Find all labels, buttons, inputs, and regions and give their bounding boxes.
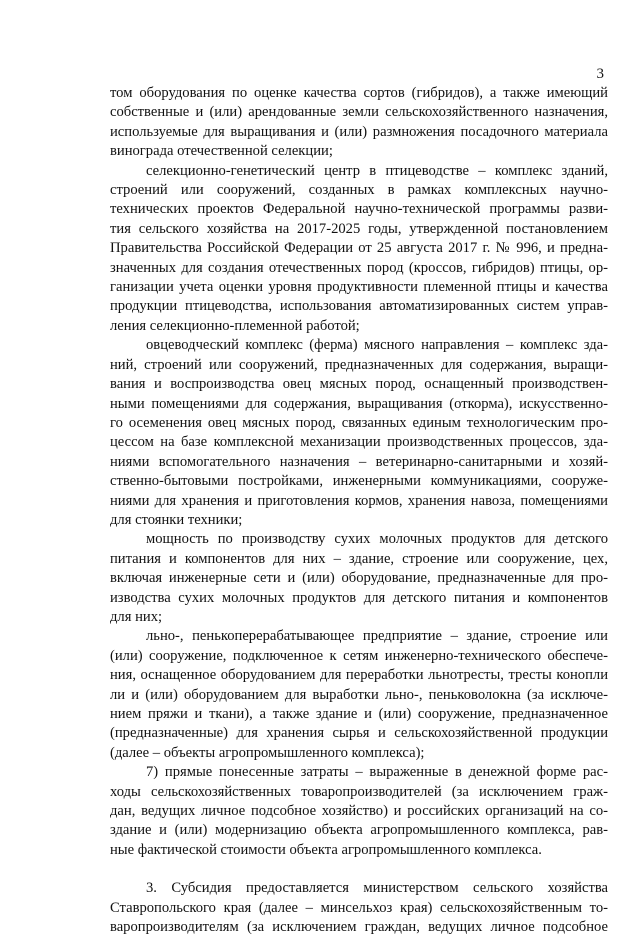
text-line: для стоянки техники; xyxy=(110,511,243,528)
text-line: используемые для выращивания и (или) размножения посадочного материала xyxy=(110,123,608,140)
text-line: значенных для создания отечественных пород (кроссов, гибридов) птицы, ор- xyxy=(110,259,608,276)
paragraph-poultry-center xyxy=(110,162,608,337)
text-line: льно-, пенькоперерабатывающее предприятие – здание, строение или xyxy=(146,628,608,645)
text-line: Ставропольского края (далее – минсельхоз края) сельскохозяйственным то- xyxy=(110,899,608,916)
text-line: (далее – объекты агропромышленного комплекса); xyxy=(110,744,425,761)
text-line: том оборудования по оценке качества сортов (гибридов), а также имеющий xyxy=(110,85,608,101)
text-line: ниями для хранения и приготовления кормов, хранения навоза, помещениями xyxy=(110,492,608,509)
text-line: Правительства Российской Федерации от 25 августа 2017 г. № 996, и предна- xyxy=(110,240,608,257)
text-line: (или) сооружение, подключенное к сетям инженерно-технического обеспече- xyxy=(110,647,608,664)
text-line: варопроизводителям (за исключением граждан, ведущих личное подсобное xyxy=(110,919,608,936)
text-line: собственные и (или) арендованные земли сельскохозяйственного назначения, xyxy=(110,104,608,121)
paragraph-subsidy-clause-3 xyxy=(110,879,608,937)
paragraph-flax-hemp-enterprise xyxy=(110,627,608,763)
text-line: ганизации учета оценки уровня продуктивности племенной птицы и качества xyxy=(110,279,608,296)
text-line: селекционно-генетический центр в птицеводстве – комплекс зданий, xyxy=(146,162,608,179)
text-line: цессом на базе комплексной механизации производственных процессов, зда- xyxy=(110,434,608,451)
text-line: нием пряжи и ткани), а также здание и (или) сооружение, предназначенное xyxy=(110,706,608,722)
text-line: здание и (или) модернизацию объекта агропромышленного комплекса, рав- xyxy=(110,822,608,839)
document-body xyxy=(110,84,608,937)
text-line: дан, ведущих личное подсобное хозяйство) и российских организаций на со- xyxy=(110,803,608,820)
text-line: го осеменения овец мясных пород, связанных единым технологическим про- xyxy=(110,414,608,431)
paragraph-dairy-capacity xyxy=(110,530,608,627)
text-line: ний, строений или сооружений, предназначенных для содержания, выращи- xyxy=(110,356,608,373)
text-line: тия сельского хозяйства на 2017-2025 годы, утвержденной постановлением xyxy=(110,220,608,237)
text-line: ниями вспомогательного назначения – ветеринарно-санитарными и хозяй- xyxy=(110,453,608,470)
text-line: винограда отечественной селекции; xyxy=(110,143,333,160)
text-line: мощность по производству сухих молочных продуктов для детского xyxy=(146,531,608,548)
page-number: 3 xyxy=(596,66,604,82)
text-line: ления селекционно-племенной работой; xyxy=(110,317,360,334)
text-line: ными помещениями для содержания, выращивания (откорма), искусственно- xyxy=(110,395,608,412)
text-line: изводства сухих молочных продуктов для детского питания и компонентов xyxy=(110,589,608,606)
text-line: строений или сооружений, созданных в рамках комплексных научно- xyxy=(110,182,608,199)
text-line: (предназначенные) для хранения сырья и сельскохозяйственной продукции xyxy=(110,725,608,742)
text-line: ные фактической стоимости объекта агропромышленного комплекса. xyxy=(110,841,542,858)
text-line: ли и (или) оборудованием для выработки льно-, пеньковолокна (за исключе- xyxy=(110,686,608,703)
text-line: овцеводческий комплекс (ферма) мясного направления – комплекс зда- xyxy=(146,337,608,354)
text-line: ственно-бытовыми постройками, инженерными коммуникациями, сооруже- xyxy=(110,473,608,490)
text-line: вания и воспроизводства овец мясных пород, оснащенный производствен- xyxy=(110,376,608,393)
text-line: включая инженерные сети и (или) оборудование, предназначенные для про- xyxy=(110,570,608,587)
paragraph-intro-continuation xyxy=(110,84,608,162)
paragraph-sheep-complex xyxy=(110,336,608,530)
text-line: ходы сельскохозяйственных товаропроизводителей (за исключением граж- xyxy=(110,783,608,800)
text-line: технических проектов Федеральной научно-технической программы разви- xyxy=(110,201,608,218)
text-line: питания и компонентов для них – здание, строение или сооружение, цех, xyxy=(110,550,608,567)
text-line: ния, оснащенное оборудованием для переработки льнотресты, тресты конопли xyxy=(110,667,608,684)
text-line: 3. Субсидия предоставляется министерством сельского хозяйства xyxy=(146,880,608,897)
paragraph-direct-costs xyxy=(110,763,608,860)
text-line: продукции птицеводства, использования автоматизированных систем управ- xyxy=(110,298,608,315)
text-line: 7) прямые понесенные затраты – выраженные в денежной форме рас- xyxy=(146,764,608,781)
text-line: для них; xyxy=(110,608,163,625)
